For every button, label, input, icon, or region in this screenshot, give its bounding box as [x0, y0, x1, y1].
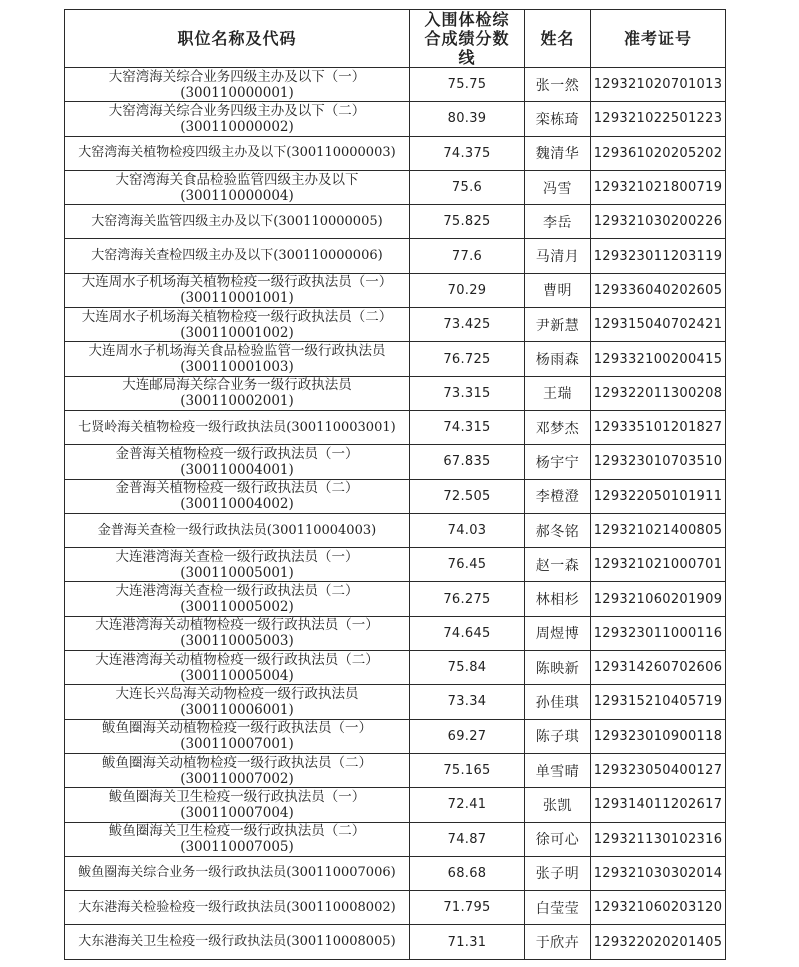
position-title: 金普海关植物检疫一级行政执法员（一） [115, 445, 359, 462]
score-cell: 74.375 [410, 136, 525, 170]
name-cell: 王瑞 [525, 376, 591, 410]
score-cell: 71.795 [410, 891, 525, 925]
ticket-cell: 129332100200415 [591, 342, 726, 376]
position-title: 大连港湾海关查检一级行政执法员（二） [115, 583, 359, 600]
table-row [65, 925, 726, 959]
score-cell: 75.84 [410, 651, 525, 685]
position-title: 鲅鱼圈海关综合业务一级行政执法员 [78, 865, 287, 881]
ticket-cell: 129321020701013 [591, 68, 726, 102]
position-cell [65, 513, 410, 547]
score-cell: 72.41 [410, 788, 525, 822]
position-code: (300110000006) [273, 248, 383, 264]
table-row [65, 822, 726, 856]
name-cell: 李橙澄 [525, 479, 591, 513]
position-code: (300110003001) [286, 419, 396, 435]
name-cell: 于欣卉 [525, 925, 591, 959]
position-cell [65, 136, 410, 170]
ticket-cell: 129321022501223 [591, 102, 726, 136]
ticket-cell: 129323010900118 [591, 719, 726, 753]
ticket-cell: 129323050400127 [591, 753, 726, 787]
score-cell: 70.29 [410, 273, 525, 307]
score-cell: 73.315 [410, 376, 525, 410]
position-cell [65, 308, 410, 342]
position-cell [65, 856, 410, 890]
name-cell: 单雪晴 [525, 753, 591, 787]
position-cell [65, 376, 410, 410]
position-code: (300110005002) [180, 599, 294, 616]
position-title: 金普海关查检一级行政执法员 [97, 522, 267, 538]
score-cell: 75.6 [410, 170, 525, 204]
name-cell: 栾栋琦 [525, 102, 591, 136]
position-title: 大连长兴岛海关动物检疫一级行政执法员 [115, 685, 359, 702]
name-cell: 尹新慧 [525, 308, 591, 342]
table-row [65, 445, 726, 479]
position-code: (300110008005) [286, 934, 396, 950]
table-row [65, 719, 726, 753]
position-cell [65, 925, 410, 959]
position-code: (300110007005) [180, 839, 294, 856]
position-title: 大连港湾海关动植物检疫一级行政执法员（二） [95, 651, 379, 668]
table-row [65, 136, 726, 170]
position-code: (300110007006) [286, 865, 396, 881]
table-row [65, 788, 726, 822]
table-header [65, 10, 726, 68]
score-cell: 71.31 [410, 925, 525, 959]
name-cell: 陈映新 [525, 651, 591, 685]
table-row [65, 548, 726, 582]
position-title: 大窑湾海关综合业务四级主办及以下（一） [108, 68, 366, 85]
name-cell: 孙佳琪 [525, 685, 591, 719]
position-cell [65, 479, 410, 513]
ticket-cell: 129336040202605 [591, 273, 726, 307]
table-row [65, 273, 726, 307]
table-row [65, 479, 726, 513]
position-title: 大连周水子机场海关植物检疫一级行政执法员（一） [81, 274, 393, 291]
position-code: (300110000003) [286, 145, 396, 161]
name-cell: 杨宇宁 [525, 445, 591, 479]
score-cell: 76.45 [410, 548, 525, 582]
position-title: 大窑湾海关食品检验监管四级主办及以下 [115, 171, 359, 188]
name-cell: 林相杉 [525, 582, 591, 616]
position-cell [65, 445, 410, 479]
ticket-cell: 129314011202617 [591, 788, 726, 822]
position-code: (300110007002) [180, 770, 294, 787]
position-cell [65, 205, 410, 239]
table-row [65, 513, 726, 547]
table-row [65, 68, 726, 102]
position-code: (300110001003) [180, 359, 294, 376]
header-score: 入围体检综合成绩分数线 [410, 10, 525, 68]
position-cell [65, 651, 410, 685]
table-row [65, 170, 726, 204]
position-cell [65, 788, 410, 822]
position-title: 鲅鱼圈海关卫生检疫一级行政执法员（一） [108, 788, 366, 805]
name-cell: 魏清华 [525, 136, 591, 170]
position-title: 鲅鱼圈海关卫生检疫一级行政执法员（二） [108, 823, 366, 840]
table-row [65, 342, 726, 376]
ticket-cell: 129322011300208 [591, 376, 726, 410]
table-row [65, 376, 726, 410]
position-code: (300110005004) [180, 667, 294, 684]
position-code: (300110000005) [273, 213, 383, 229]
ticket-cell: 129323011203119 [591, 239, 726, 273]
table-row [65, 891, 726, 925]
score-cell: 67.835 [410, 445, 525, 479]
position-title: 大连周水子机场海关植物检疫一级行政执法员（二） [81, 308, 393, 325]
score-cell: 69.27 [410, 719, 525, 753]
position-cell [65, 616, 410, 650]
table-row [65, 102, 726, 136]
score-cell: 80.39 [410, 102, 525, 136]
ticket-cell: 129321030302014 [591, 856, 726, 890]
position-code: (300110000001) [180, 84, 294, 101]
position-cell [65, 719, 410, 753]
table-row [65, 410, 726, 444]
name-cell: 白莹莹 [525, 891, 591, 925]
ticket-cell: 129321021800719 [591, 170, 726, 204]
ticket-cell: 129322020201405 [591, 925, 726, 959]
results-table [64, 9, 726, 960]
name-cell: 赵一森 [525, 548, 591, 582]
table-row [65, 582, 726, 616]
position-title: 七贤岭海关植物检疫一级行政执法员 [78, 419, 287, 435]
position-code: (300110001001) [180, 290, 294, 307]
position-code: (300110006001) [180, 701, 294, 718]
score-cell: 68.68 [410, 856, 525, 890]
position-title: 大连港湾海关查检一级行政执法员（一） [115, 548, 359, 565]
header-position: 职位名称及代码 [65, 10, 410, 68]
name-cell: 张一然 [525, 68, 591, 102]
position-code: (300110002001) [180, 393, 294, 410]
ticket-cell: 129335101201827 [591, 410, 726, 444]
score-cell: 72.505 [410, 479, 525, 513]
score-cell: 77.6 [410, 239, 525, 273]
ticket-cell: 129323010703510 [591, 445, 726, 479]
position-cell [65, 753, 410, 787]
position-title: 大连港湾海关动植物检疫一级行政执法员（一） [95, 617, 379, 634]
position-title: 大窑湾海关监管四级主办及以下 [91, 213, 274, 229]
table-row [65, 685, 726, 719]
name-cell: 郝冬铭 [525, 513, 591, 547]
name-cell: 张凯 [525, 788, 591, 822]
score-cell: 74.645 [410, 616, 525, 650]
position-cell [65, 685, 410, 719]
position-cell [65, 582, 410, 616]
ticket-cell: 129321060203120 [591, 891, 726, 925]
score-cell: 73.425 [410, 308, 525, 342]
score-cell: 75.825 [410, 205, 525, 239]
name-cell: 陈子琪 [525, 719, 591, 753]
position-title: 大东港海关检验检疫一级行政执法员 [78, 899, 287, 915]
position-code: (300110000004) [180, 187, 294, 204]
name-cell: 马清月 [525, 239, 591, 273]
position-cell [65, 891, 410, 925]
table-row [65, 856, 726, 890]
name-cell: 周煜博 [525, 616, 591, 650]
score-cell: 74.03 [410, 513, 525, 547]
position-title: 鲅鱼圈海关动植物检疫一级行政执法员（一） [102, 720, 372, 737]
score-cell: 76.725 [410, 342, 525, 376]
position-code: (300110005001) [180, 564, 294, 581]
table-row [65, 205, 726, 239]
table-row [65, 308, 726, 342]
table-row [65, 239, 726, 273]
position-title: 鲅鱼圈海关动植物检疫一级行政执法员（二） [102, 754, 372, 771]
ticket-cell: 129321060201909 [591, 582, 726, 616]
score-cell: 74.315 [410, 410, 525, 444]
ticket-cell: 129315210405719 [591, 685, 726, 719]
table-row [65, 753, 726, 787]
ticket-cell: 129322050101911 [591, 479, 726, 513]
ticket-cell: 129315040702421 [591, 308, 726, 342]
header-ticket: 准考证号 [591, 10, 726, 68]
position-cell [65, 170, 410, 204]
position-title: 大窑湾海关植物检疫四级主办及以下 [78, 145, 287, 161]
position-code: (300110005003) [180, 633, 294, 650]
name-cell: 曹明 [525, 273, 591, 307]
ticket-cell: 129321030200226 [591, 205, 726, 239]
ticket-cell: 129361020205202 [591, 136, 726, 170]
position-cell [65, 342, 410, 376]
table-row [65, 616, 726, 650]
position-title: 金普海关植物检疫一级行政执法员（二） [115, 480, 359, 497]
score-cell: 75.75 [410, 68, 525, 102]
position-cell [65, 273, 410, 307]
name-cell: 杨雨森 [525, 342, 591, 376]
position-cell [65, 68, 410, 102]
position-code: (300110004003) [266, 522, 377, 538]
position-cell [65, 548, 410, 582]
header-name: 姓名 [525, 10, 591, 68]
name-cell: 邓梦杰 [525, 410, 591, 444]
position-title: 大窑湾海关综合业务四级主办及以下（二） [108, 102, 366, 119]
table-body [65, 68, 726, 960]
ticket-cell: 129321130102316 [591, 822, 726, 856]
position-code: (300110008002) [286, 899, 396, 915]
position-code: (300110004001) [180, 461, 294, 478]
name-cell: 徐可心 [525, 822, 591, 856]
position-title: 大连周水子机场海关食品检验监管一级行政执法员 [88, 343, 386, 360]
position-code: (300110001002) [180, 324, 294, 341]
name-cell: 张子明 [525, 856, 591, 890]
position-cell [65, 822, 410, 856]
position-cell [65, 239, 410, 273]
ticket-cell: 129314260702606 [591, 651, 726, 685]
position-code: (300110007004) [180, 804, 294, 821]
score-cell: 75.165 [410, 753, 525, 787]
score-cell: 74.87 [410, 822, 525, 856]
position-title: 大连邮局海关综合业务一级行政执法员 [122, 377, 352, 394]
position-code: (300110007001) [180, 736, 294, 753]
position-code: (300110000002) [180, 118, 294, 135]
name-cell: 冯雪 [525, 170, 591, 204]
position-title: 大东港海关卫生检疫一级行政执法员 [78, 934, 287, 950]
position-code: (300110004002) [180, 496, 294, 513]
position-cell [65, 102, 410, 136]
name-cell: 李岳 [525, 205, 591, 239]
score-cell: 73.34 [410, 685, 525, 719]
position-cell [65, 410, 410, 444]
table-row [65, 651, 726, 685]
position-title: 大窑湾海关查检四级主办及以下 [91, 248, 274, 264]
score-cell: 76.275 [410, 582, 525, 616]
ticket-cell: 129323011000116 [591, 616, 726, 650]
ticket-cell: 129321021400805 [591, 513, 726, 547]
ticket-cell: 129321021000701 [591, 548, 726, 582]
